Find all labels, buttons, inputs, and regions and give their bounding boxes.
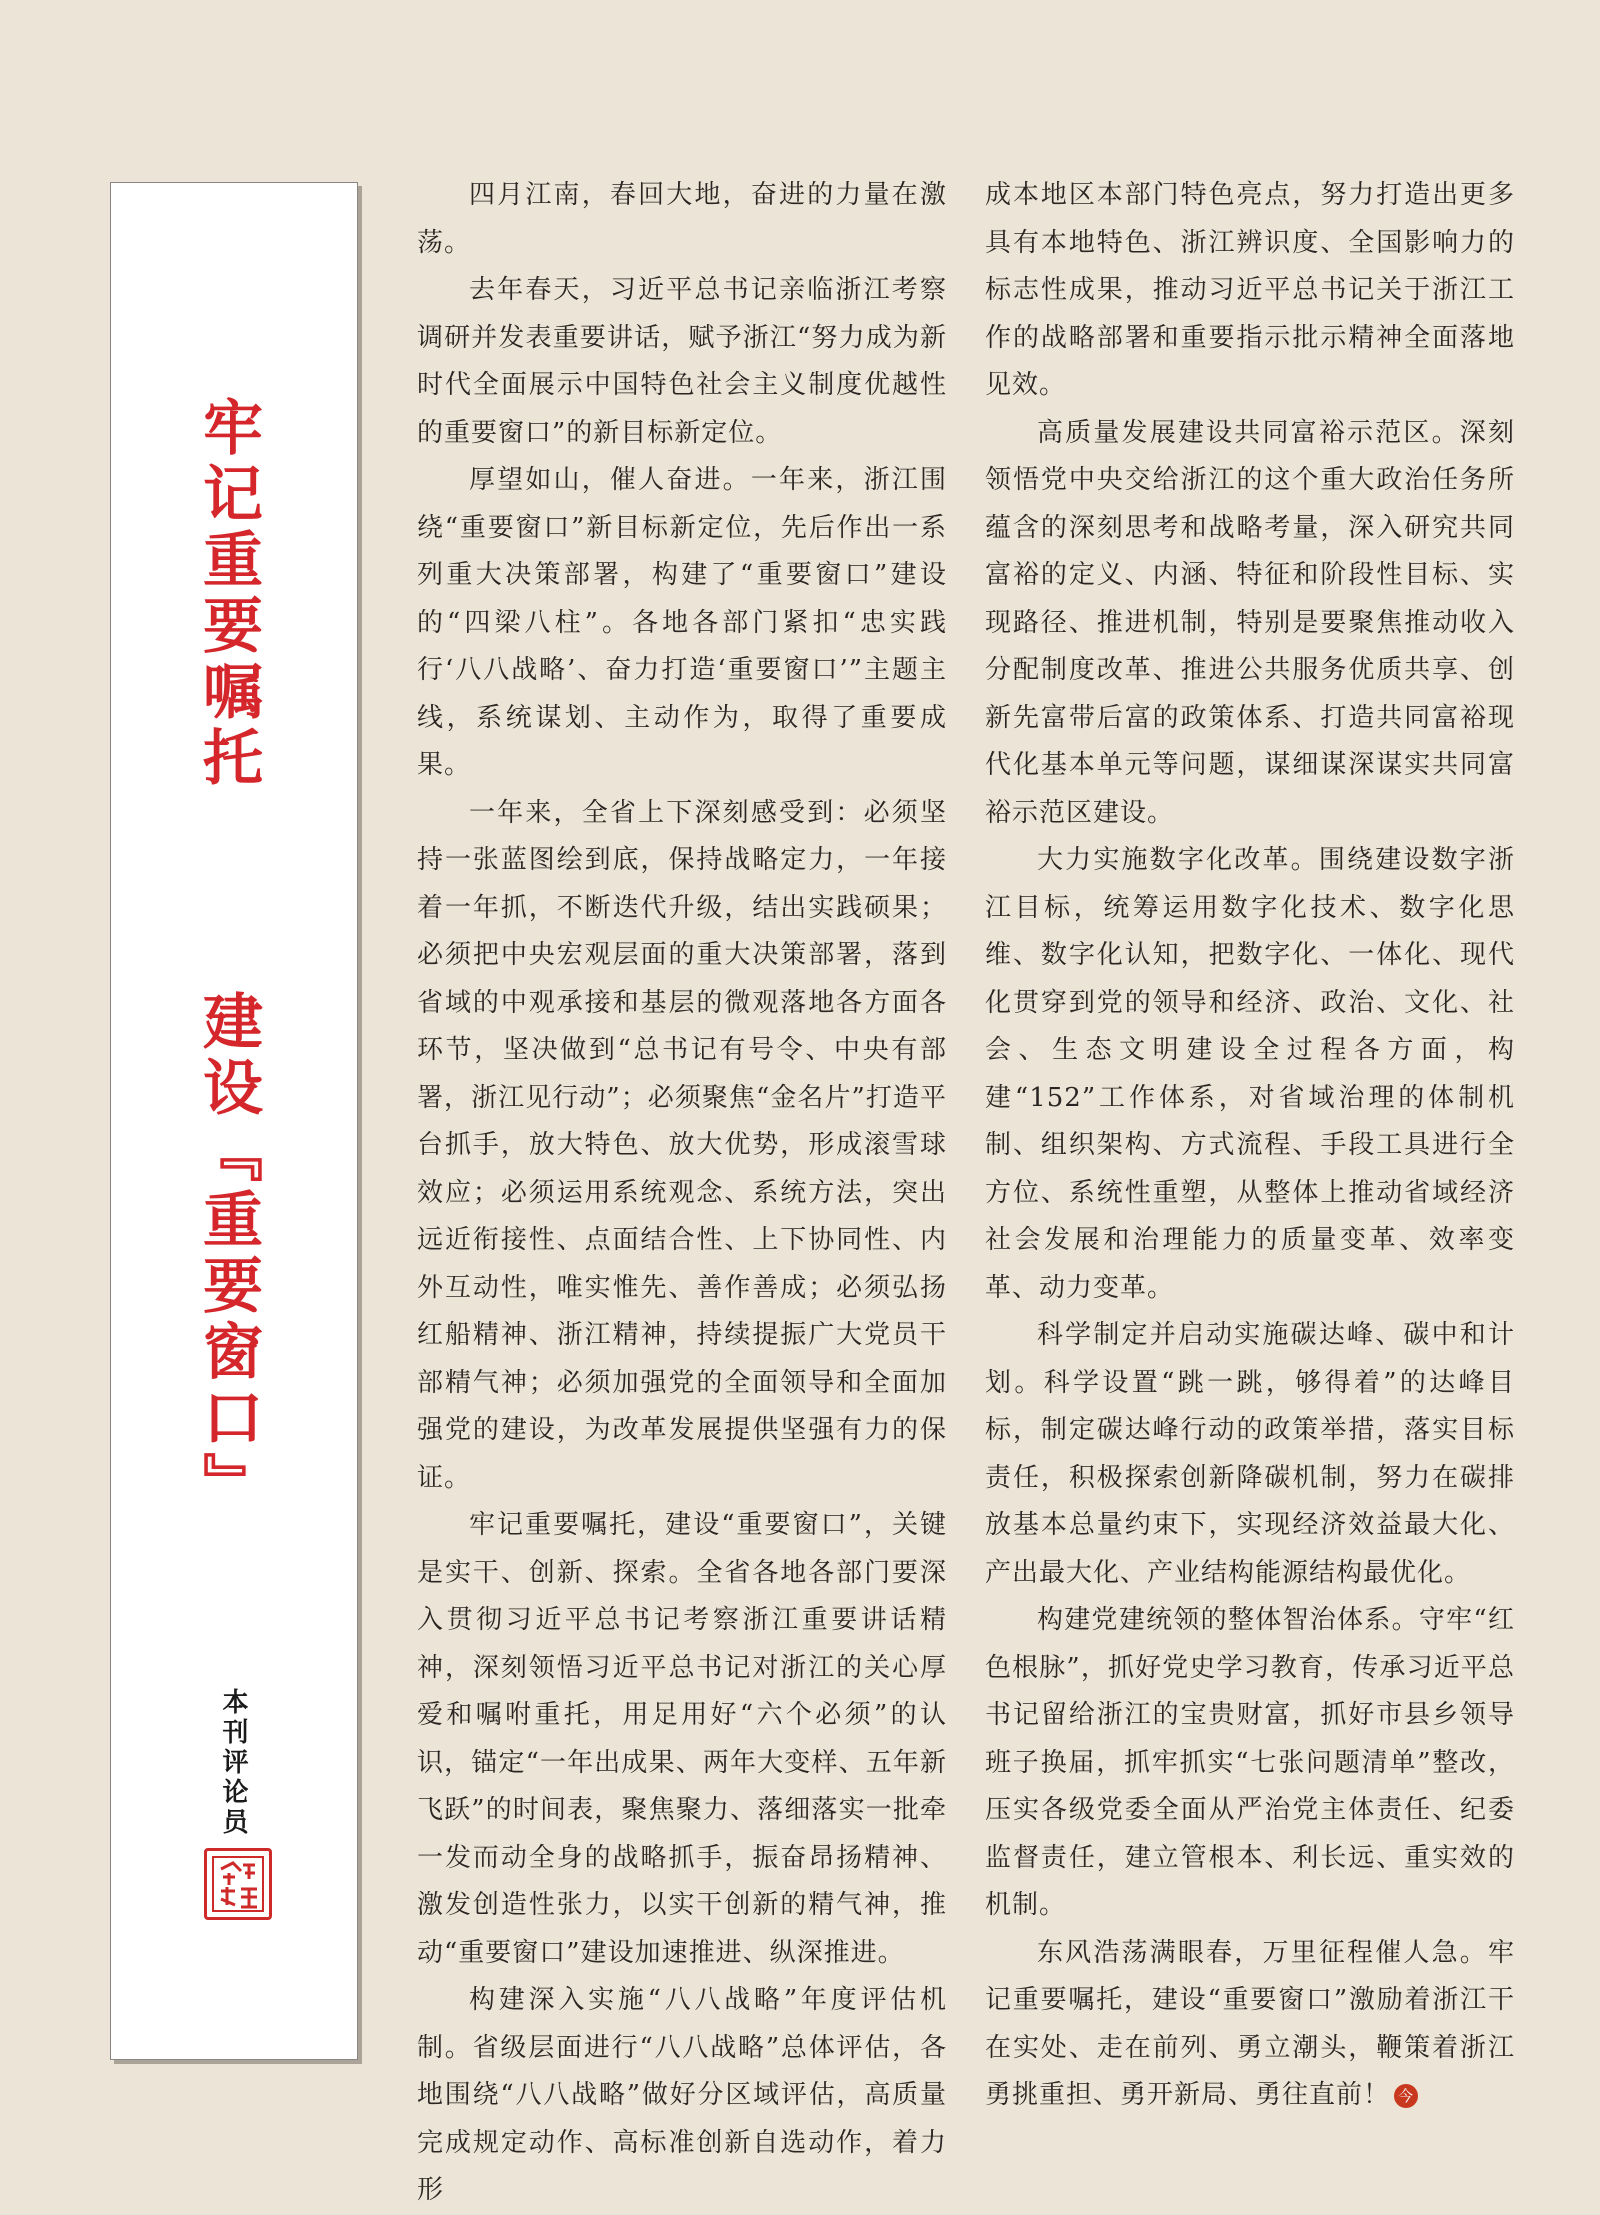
paragraph: 厚望如山，催人奋进。一年来，浙江围绕“重要窗口”新目标新定位，先后作出一系列重大决策部署，构建了“重要窗口”建设的“四梁八柱”。各地各部门紧扣“忠实践行‘八八战略’、奋力打造‘重要窗口’”主题主线，系统谋划、主动作为，取得了重要成果。	[417, 465, 947, 780]
article-column-left	[417, 172, 947, 2215]
paragraph-continuation: 成本地区本部门特色亮点，努力打造出更多具有本地特色、浙江辨识度、全国影响力的标志性成果，推动习近平总书记关于浙江工作的战略部署和重要指示批示精神全面落地见效。	[985, 180, 1515, 400]
paragraph: 科学制定并启动实施碳达峰、碳中和计划。科学设置“跳一跳，够得着”的达峰目标，制定碳达峰行动的政策举措，落实目标责任，积极探索创新降碳机制，努力在碳排放基本总量约束下，实现经济效益最大化、产出最大化、产业结构能源结构最优化。	[985, 1320, 1515, 1588]
seal-icon	[211, 1855, 265, 1913]
paragraph: 高质量发展建设共同富裕示范区。深刻领悟党中央交给浙江的这个重大政治任务所蕴含的深刻思考和战略考量，深入研究共同富裕的定义、内涵、特征和阶段性目标、实现路径、推进机制，特别是要聚焦推动收入分配制度改革、推进公共服务优质共享、创新先富带后富的政策体系、打造共同富裕现代化基本单元等问题，谋细谋深谋实共同富裕示范区建设。	[985, 417, 1515, 828]
paragraph: 大力实施数字化改革。围绕建设数字浙江目标，统筹运用数字化技术、数字化思维、数字化认知，把数字化、一体化、现代化贯穿到党的领导和经济、政治、文化、社会、生态文明建设全过程各方面，构建“152”工作体系，对省域治理的体制机制、组织架构、方式流程、手段工具进行全方位、系统性重塑，从整体上推动省域经济社会发展和治理能力的质量变革、效率变革、动力变革。	[985, 845, 1515, 1303]
paragraph: 构建深入实施“八八战略”年度评估机制。省级层面进行“八八战略”总体评估，各地围绕“八八战略”做好分区域评估，高质量完成规定动作、高标准创新自选动作，着力形	[417, 1985, 947, 2205]
paragraph: 构建党建统领的整体智治体系。守牢“红色根脉”，抓好党史学习教育，传承习近平总书记留给浙江的宝贵财富，抓好市县乡领导班子换届，抓牢抓实“七张问题清单”整改，压实各级党委全面从严治党主体责任、纪委监督责任，建立管根本、利长远、重实效的机制。	[985, 1605, 1515, 1920]
title-line-2: 建设『重要窗口』	[193, 990, 263, 1518]
paragraph-last	[985, 1930, 1515, 2120]
title-line-1: 牢记重要嘱托	[193, 396, 263, 792]
paragraph: 去年春天，习近平总书记亲临浙江考察调研并发表重要讲话，赋予浙江“努力成为新时代全面展示中国特色社会主义制度优越性的重要窗口”的新目标新定位。	[417, 275, 947, 448]
paragraph: 四月江南，春回大地，奋进的力量在激荡。	[417, 180, 947, 258]
paragraph: 牢记重要嘱托，建设“重要窗口”，关键是实干、创新、探索。全省各地各部门要深入贯彻习近平总书记考察浙江重要讲话精神，深刻领悟习近平总书记对浙江的关心厚爱和嘱咐重托，用足用好“六个必须”的认识，锚定“一年出成果、两年大变样、五年新飞跃”的时间表，聚焦聚力、落细落实一批牵一发而动全身的战略抓手，振奋昂扬精神、激发创造性张力，以实干创新的精气神，推动“重要窗口”建设加速推进、纵深推进。	[417, 1510, 947, 1968]
paragraph: 一年来，全省上下深刻感受到：必须坚持一张蓝图绘到底，保持战略定力，一年接着一年抓，不断迭代升级，结出实践硕果；必须把中央宏观层面的重大决策部署，落到省域的中观承接和基层的微观落地各方面各环节，坚决做到“总书记有号令、中央有部署，浙江见行动”；必须聚焦“金名片”打造平台抓手，放大特色、放大优势，形成滚雪球效应；必须运用系统观念、系统方法，突出远近衔接性、点面结合性、上下协同性、内外互动性，唯实惟先、善作善成；必须弘扬红船精神、浙江精神，持续提振广大党员干部精气神；必须加强党的全面领导和全面加强党的建设，为改革发展提供坚强有力的保证。	[417, 797, 947, 1493]
article-column-right	[985, 172, 1515, 2120]
seal-stamp-logo	[204, 1848, 272, 1920]
byline: 本刊评论员	[218, 1688, 248, 1838]
last-paragraph-text: 东风浩荡满眼春，万里征程催人急。牢记重要嘱托，建设“重要窗口”激励着浙江干在实处、走在前列、勇立潮头，鞭策着浙江勇挑重担、勇开新局、勇往直前！	[985, 1937, 1515, 2110]
end-mark-icon: 今	[1394, 2084, 1418, 2108]
